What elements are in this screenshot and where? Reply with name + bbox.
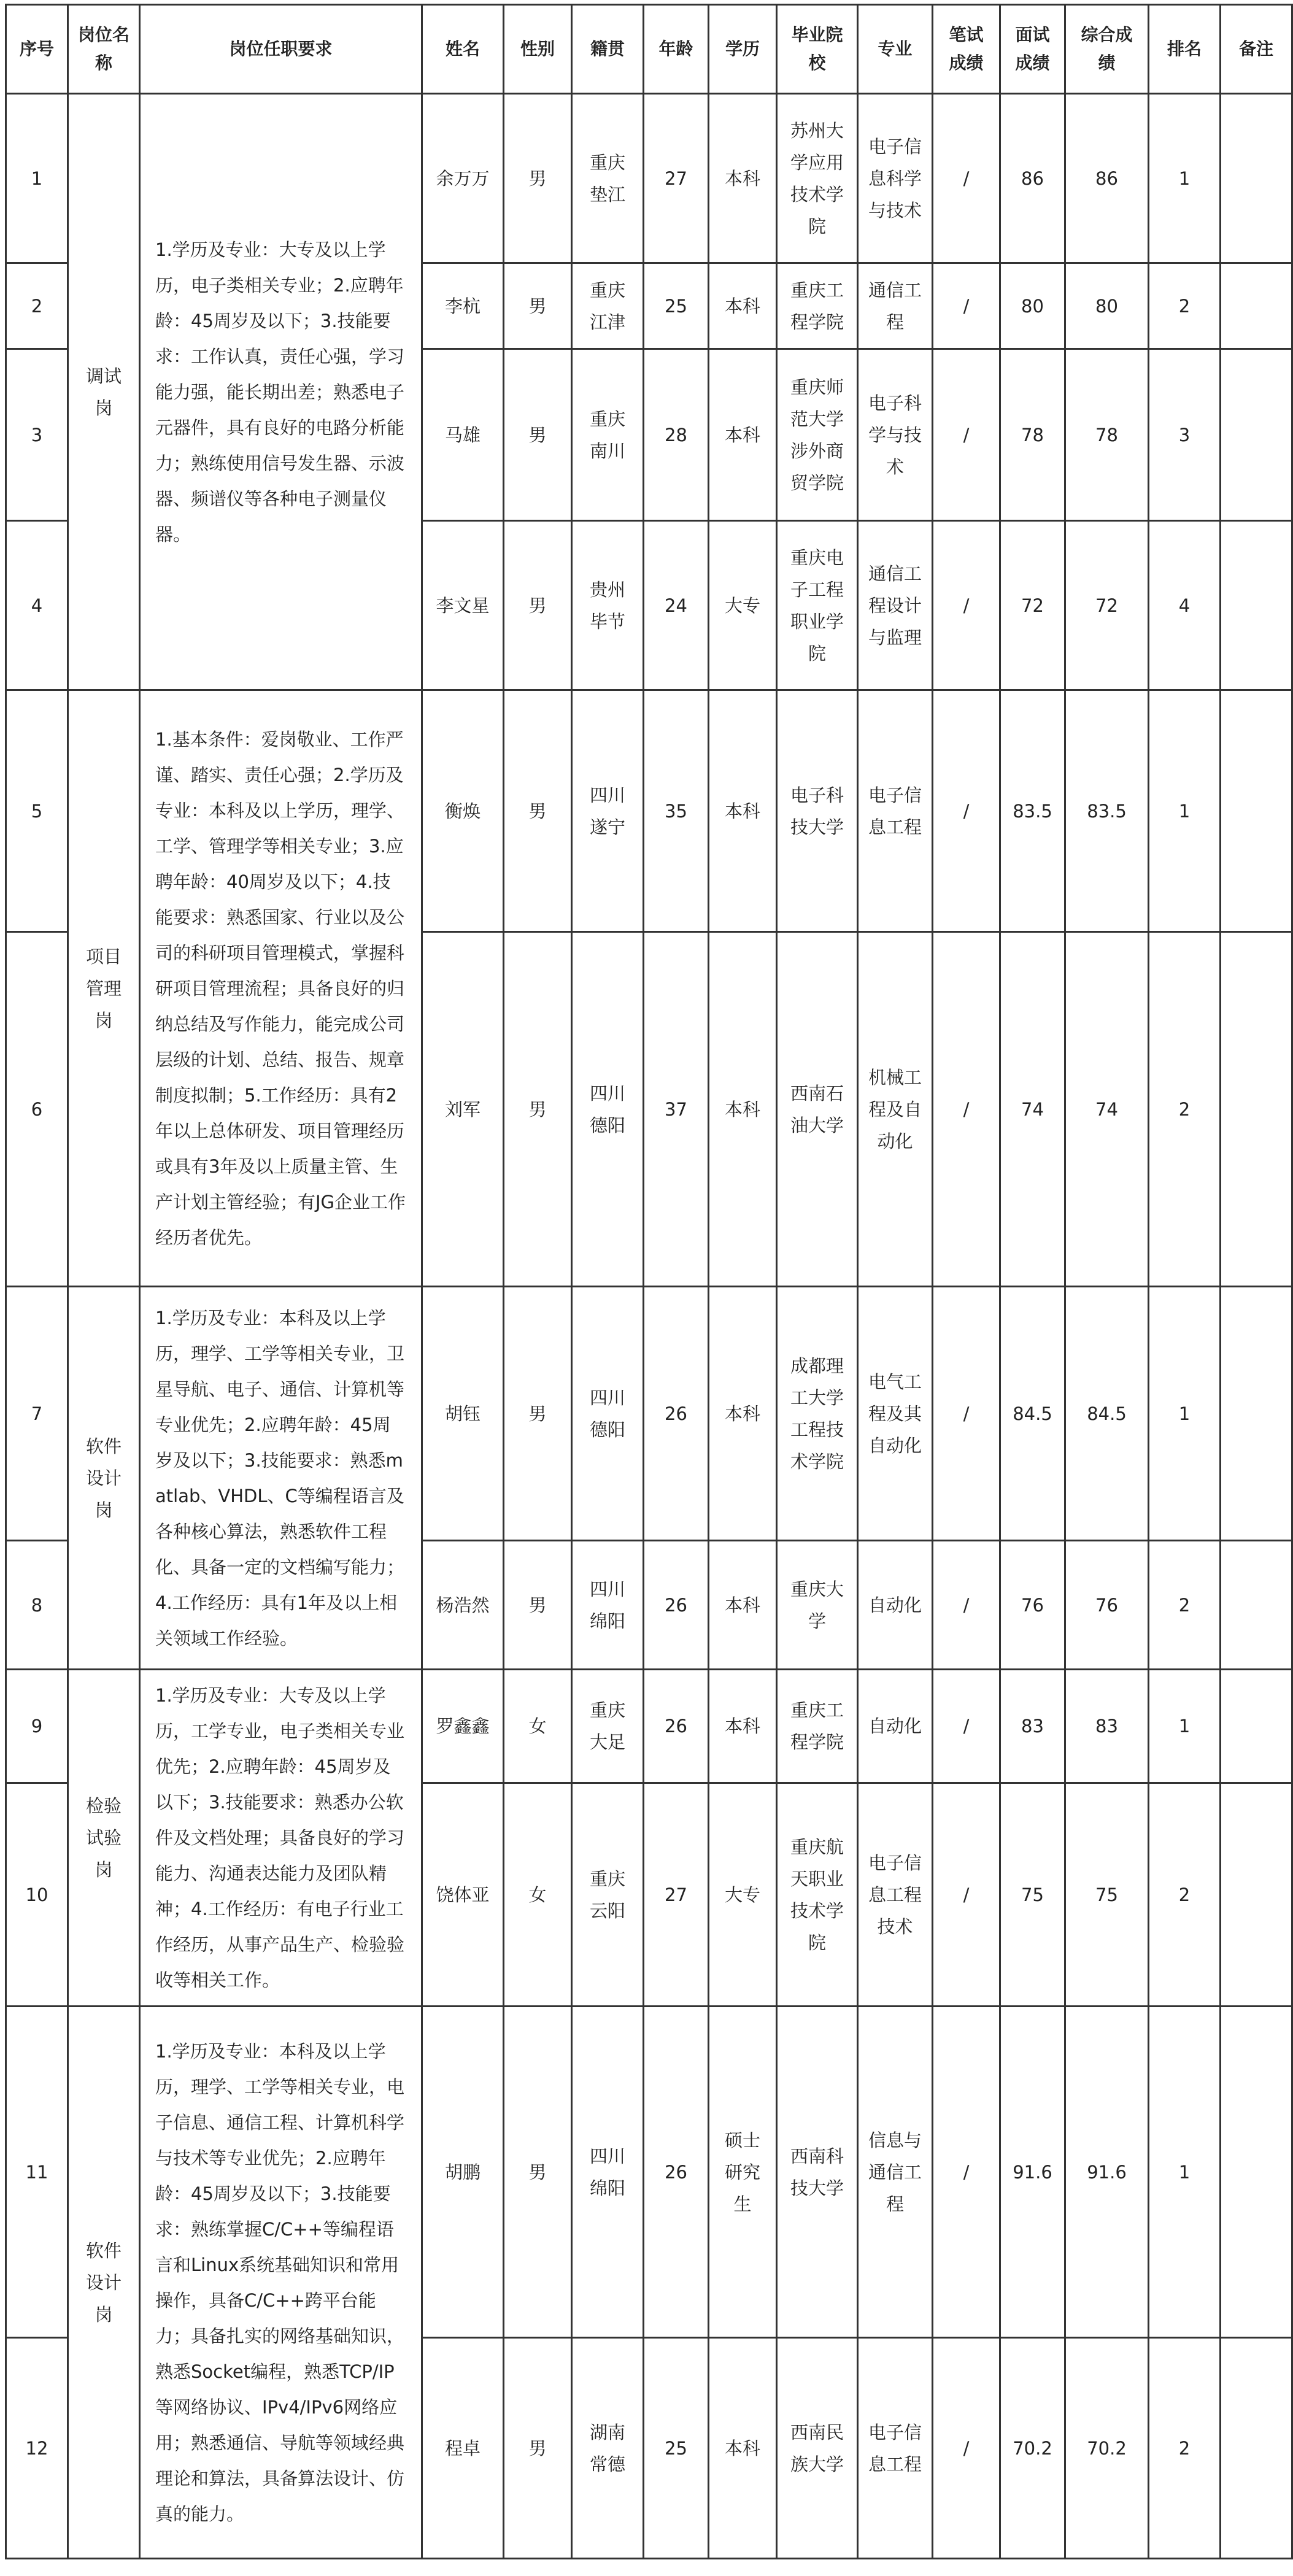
cell-origin: 四川德阳 — [572, 1287, 644, 1541]
cell-name: 马雄 — [422, 349, 504, 521]
cell-written-score: / — [933, 521, 1000, 690]
cell-age: 26 — [644, 1670, 709, 1783]
cell-total-score: 75 — [1065, 1783, 1149, 2007]
cell-note — [1221, 521, 1292, 690]
cell-age: 26 — [644, 2007, 709, 2338]
cell-school: 电子科技大学 — [777, 690, 858, 932]
cell-major: 电子信息科学与技术 — [858, 94, 933, 263]
col-header-requirement: 岗位任职要求 — [140, 5, 422, 94]
cell-gender: 女 — [504, 1670, 572, 1783]
cell-major: 自动化 — [858, 1541, 933, 1670]
cell-name: 李杭 — [422, 263, 504, 349]
cell-school: 成都理工大学工程技术学院 — [777, 1287, 858, 1541]
col-header-position: 岗位名称 — [68, 5, 140, 94]
cell-interview-score: 83.5 — [1000, 690, 1065, 932]
cell-rank: 1 — [1149, 94, 1221, 263]
cell-position: 调试岗 — [68, 94, 140, 690]
col-header-origin: 籍贯 — [572, 5, 644, 94]
cell-gender: 男 — [504, 932, 572, 1287]
cell-age: 37 — [644, 932, 709, 1287]
cell-gender: 男 — [504, 94, 572, 263]
cell-no: 4 — [6, 521, 68, 690]
cell-education: 大专 — [709, 1783, 777, 2007]
cell-interview-score: 80 — [1000, 263, 1065, 349]
cell-school: 西南科技大学 — [777, 2007, 858, 2338]
cell-school: 苏州大学应用技术学院 — [777, 94, 858, 263]
col-header-education: 学历 — [709, 5, 777, 94]
cell-written-score: / — [933, 94, 1000, 263]
cell-gender: 男 — [504, 263, 572, 349]
cell-total-score: 80 — [1065, 263, 1149, 349]
cell-no: 11 — [6, 2007, 68, 2338]
cell-interview-score: 74 — [1000, 932, 1065, 1287]
table-row — [6, 1670, 1292, 1783]
cell-note — [1221, 1670, 1292, 1783]
cell-rank: 1 — [1149, 1287, 1221, 1541]
cell-interview-score: 78 — [1000, 349, 1065, 521]
cell-total-score: 84.5 — [1065, 1287, 1149, 1541]
col-header-interview-score: 面试成绩 — [1000, 5, 1065, 94]
cell-note — [1221, 690, 1292, 932]
cell-origin: 重庆南川 — [572, 349, 644, 521]
cell-gender: 男 — [504, 349, 572, 521]
cell-position: 软件设计岗 — [68, 1287, 140, 1670]
cell-written-score: / — [933, 349, 1000, 521]
cell-rank: 1 — [1149, 2007, 1221, 2338]
cell-total-score: 86 — [1065, 94, 1149, 263]
cell-rank: 2 — [1149, 263, 1221, 349]
cell-requirement: 1.学历及专业：大专及以上学历，电子类相关专业；2.应聘年龄：45周岁及以下；3.技能要求：工作认真，责任心强，学习能力强，能长期出差；熟悉电子元器件，具有良好的电路分析能力；熟练使用信号发生器、示波器、频谱仪等各种电子测量仪器。 — [140, 94, 422, 690]
cell-education: 硕士研究生 — [709, 2007, 777, 2338]
col-header-total-score: 综合成绩 — [1065, 5, 1149, 94]
cell-school: 重庆工程学院 — [777, 263, 858, 349]
cell-age: 26 — [644, 1541, 709, 1670]
cell-origin: 重庆大足 — [572, 1670, 644, 1783]
cell-major: 信息与通信工程 — [858, 2007, 933, 2338]
cell-total-score: 83 — [1065, 1670, 1149, 1783]
cell-interview-score: 75 — [1000, 1783, 1065, 2007]
cell-rank: 2 — [1149, 1783, 1221, 2007]
cell-school: 重庆电子工程职业学院 — [777, 521, 858, 690]
cell-name: 李文星 — [422, 521, 504, 690]
cell-origin: 重庆云阳 — [572, 1783, 644, 2007]
cell-age: 27 — [644, 1783, 709, 2007]
cell-name: 罗鑫鑫 — [422, 1670, 504, 1783]
cell-name: 胡钰 — [422, 1287, 504, 1541]
cell-written-score: / — [933, 1783, 1000, 2007]
cell-school: 重庆航天职业技术学院 — [777, 1783, 858, 2007]
cell-name: 刘军 — [422, 932, 504, 1287]
cell-written-score: / — [933, 263, 1000, 349]
cell-no: 12 — [6, 2338, 68, 2559]
cell-education: 本科 — [709, 2338, 777, 2559]
cell-requirement: 1.基本条件：爱岗敬业、工作严谨、踏实、责任心强；2.学历及专业：本科及以上学历，理学、工学、管理学等相关专业；3.应聘年龄：40周岁及以下；4.技能要求：熟悉国家、行业以及公司的科研项目管理模式，掌握科研项目管理流程；具备良好的归纳总结及写作能力，能完成公司层级的计划、总结、报告、规章制度拟制；5.工作经历：具有2年以上总体研发、项目管理经历或具有3年及以上质量主管、生产计划主管经验；有JG企业工作经历者优先。 — [140, 690, 422, 1287]
cell-no: 9 — [6, 1670, 68, 1783]
cell-origin: 重庆江津 — [572, 263, 644, 349]
cell-no: 3 — [6, 349, 68, 521]
col-header-no: 序号 — [6, 5, 68, 94]
cell-requirement: 1.学历及专业：本科及以上学历，理学、工学等相关专业，卫星导航、电子、通信、计算机等专业优先；2.应聘年龄：45周岁及以下；3.技能要求：熟悉matlab、VHDL、C等编程语言及各种核心算法，熟悉软件工程化、具备一定的文档编写能力；4.工作经历：具有1年及以上相关领域工作经验。 — [140, 1287, 422, 1670]
cell-note — [1221, 263, 1292, 349]
cell-name: 余万万 — [422, 94, 504, 263]
col-header-age: 年龄 — [644, 5, 709, 94]
table-row — [6, 1287, 1292, 1541]
cell-name: 胡鹏 — [422, 2007, 504, 2338]
cell-age: 26 — [644, 1287, 709, 1541]
cell-major: 自动化 — [858, 1670, 933, 1783]
cell-interview-score: 86 — [1000, 94, 1065, 263]
cell-total-score: 91.6 — [1065, 2007, 1149, 2338]
cell-gender: 男 — [504, 521, 572, 690]
cell-no: 2 — [6, 263, 68, 349]
cell-gender: 男 — [504, 2007, 572, 2338]
cell-written-score: / — [933, 932, 1000, 1287]
cell-written-score: / — [933, 1287, 1000, 1541]
col-header-gender: 性别 — [504, 5, 572, 94]
cell-note — [1221, 1541, 1292, 1670]
cell-education: 本科 — [709, 1541, 777, 1670]
cell-no: 10 — [6, 1783, 68, 2007]
cell-rank: 1 — [1149, 690, 1221, 932]
cell-position: 项目管理岗 — [68, 690, 140, 1287]
cell-gender: 女 — [504, 1783, 572, 2007]
cell-age: 35 — [644, 690, 709, 932]
cell-education: 本科 — [709, 690, 777, 932]
cell-note — [1221, 1783, 1292, 2007]
col-header-note: 备注 — [1221, 5, 1292, 94]
cell-education: 本科 — [709, 1287, 777, 1541]
cell-origin: 四川绵阳 — [572, 2007, 644, 2338]
cell-age: 27 — [644, 94, 709, 263]
cell-no: 1 — [6, 94, 68, 263]
cell-total-score: 78 — [1065, 349, 1149, 521]
cell-written-score: / — [933, 2338, 1000, 2559]
col-header-rank: 排名 — [1149, 5, 1221, 94]
cell-education: 本科 — [709, 263, 777, 349]
cell-interview-score: 76 — [1000, 1541, 1065, 1670]
cell-requirement: 1.学历及专业：本科及以上学历，理学、工学等相关专业，电子信息、通信工程、计算机科学与技术等专业优先；2.应聘年龄：45周岁及以下；3.技能要求：熟练掌握C/C++等编程语言和Linux系统基础知识和常用操作，具备C/C++跨平台能力；具备扎实的网络基础知识，熟悉Socket编程，熟悉TCP/IP等网络协议、IPv4/IPv6网络应用；熟悉通信、导航等领域经典理论和算法，具备算法设计、仿真的能力。 — [140, 2007, 422, 2559]
cell-interview-score: 70.2 — [1000, 2338, 1065, 2559]
cell-note — [1221, 1287, 1292, 1541]
cell-education: 本科 — [709, 1670, 777, 1783]
cell-age: 25 — [644, 263, 709, 349]
cell-age: 25 — [644, 2338, 709, 2559]
cell-total-score: 74 — [1065, 932, 1149, 1287]
cell-rank: 1 — [1149, 1670, 1221, 1783]
cell-school: 西南石油大学 — [777, 932, 858, 1287]
cell-major: 电子信息工程 — [858, 2338, 933, 2559]
cell-total-score: 72 — [1065, 521, 1149, 690]
col-header-school: 毕业院校 — [777, 5, 858, 94]
cell-origin: 贵州毕节 — [572, 521, 644, 690]
cell-rank: 3 — [1149, 349, 1221, 521]
cell-origin: 湖南常德 — [572, 2338, 644, 2559]
cell-gender: 男 — [504, 1541, 572, 1670]
cell-age: 24 — [644, 521, 709, 690]
cell-name: 饶体亚 — [422, 1783, 504, 2007]
cell-school: 重庆工程学院 — [777, 1670, 858, 1783]
cell-major: 电子信息工程技术 — [858, 1783, 933, 2007]
cell-education: 本科 — [709, 932, 777, 1287]
cell-origin: 四川德阳 — [572, 932, 644, 1287]
col-header-written-score: 笔试成绩 — [933, 5, 1000, 94]
cell-school: 重庆大学 — [777, 1541, 858, 1670]
cell-rank: 2 — [1149, 1541, 1221, 1670]
cell-note — [1221, 2007, 1292, 2338]
col-header-name: 姓名 — [422, 5, 504, 94]
cell-rank: 2 — [1149, 2338, 1221, 2559]
cell-major: 机械工程及自动化 — [858, 932, 933, 1287]
cell-origin: 四川绵阳 — [572, 1541, 644, 1670]
cell-note — [1221, 349, 1292, 521]
cell-gender: 男 — [504, 1287, 572, 1541]
cell-written-score: / — [933, 690, 1000, 932]
cell-total-score: 76 — [1065, 1541, 1149, 1670]
cell-no: 6 — [6, 932, 68, 1287]
cell-written-score: / — [933, 1670, 1000, 1783]
table-row — [6, 690, 1292, 932]
cell-total-score: 83.5 — [1065, 690, 1149, 932]
cell-written-score: / — [933, 1541, 1000, 1670]
cell-school: 西南民族大学 — [777, 2338, 858, 2559]
cell-gender: 男 — [504, 690, 572, 932]
cell-no: 7 — [6, 1287, 68, 1541]
candidate-table — [5, 4, 1293, 2559]
cell-gender: 男 — [504, 2338, 572, 2559]
cell-name: 杨浩然 — [422, 1541, 504, 1670]
cell-position: 检验试验岗 — [68, 1670, 140, 2007]
cell-note — [1221, 932, 1292, 1287]
cell-major: 通信工程 — [858, 263, 933, 349]
cell-education: 大专 — [709, 521, 777, 690]
cell-school: 重庆师范大学涉外商贸学院 — [777, 349, 858, 521]
cell-interview-score: 84.5 — [1000, 1287, 1065, 1541]
cell-name: 程卓 — [422, 2338, 504, 2559]
cell-no: 5 — [6, 690, 68, 932]
cell-interview-score: 72 — [1000, 521, 1065, 690]
cell-major: 电子信息工程 — [858, 690, 933, 932]
cell-origin: 四川遂宁 — [572, 690, 644, 932]
table-row — [6, 2007, 1292, 2338]
cell-major: 电子科学与技术 — [858, 349, 933, 521]
col-header-major: 专业 — [858, 5, 933, 94]
cell-no: 8 — [6, 1541, 68, 1670]
cell-note — [1221, 2338, 1292, 2559]
cell-name: 衡焕 — [422, 690, 504, 932]
cell-written-score: / — [933, 2007, 1000, 2338]
cell-education: 本科 — [709, 94, 777, 263]
cell-rank: 4 — [1149, 521, 1221, 690]
cell-major: 通信工程设计与监理 — [858, 521, 933, 690]
cell-rank: 2 — [1149, 932, 1221, 1287]
cell-note — [1221, 94, 1292, 263]
header-row — [6, 5, 1292, 94]
cell-total-score: 70.2 — [1065, 2338, 1149, 2559]
cell-interview-score: 91.6 — [1000, 2007, 1065, 2338]
table-row — [6, 94, 1292, 263]
cell-education: 本科 — [709, 349, 777, 521]
cell-position: 软件设计岗 — [68, 2007, 140, 2559]
cell-interview-score: 83 — [1000, 1670, 1065, 1783]
cell-requirement: 1.学历及专业：大专及以上学历，工学专业，电子类相关专业优先；2.应聘年龄：45周岁及以下；3.技能要求：熟悉办公软件及文档处理；具备良好的学习能力、沟通表达能力及团队精神；4.工作经历：有电子行业工作经历，从事产品生产、检验验收等相关工作。 — [140, 1670, 422, 2007]
cell-origin: 重庆垫江 — [572, 94, 644, 263]
cell-age: 28 — [644, 349, 709, 521]
cell-major: 电气工程及其自动化 — [858, 1287, 933, 1541]
